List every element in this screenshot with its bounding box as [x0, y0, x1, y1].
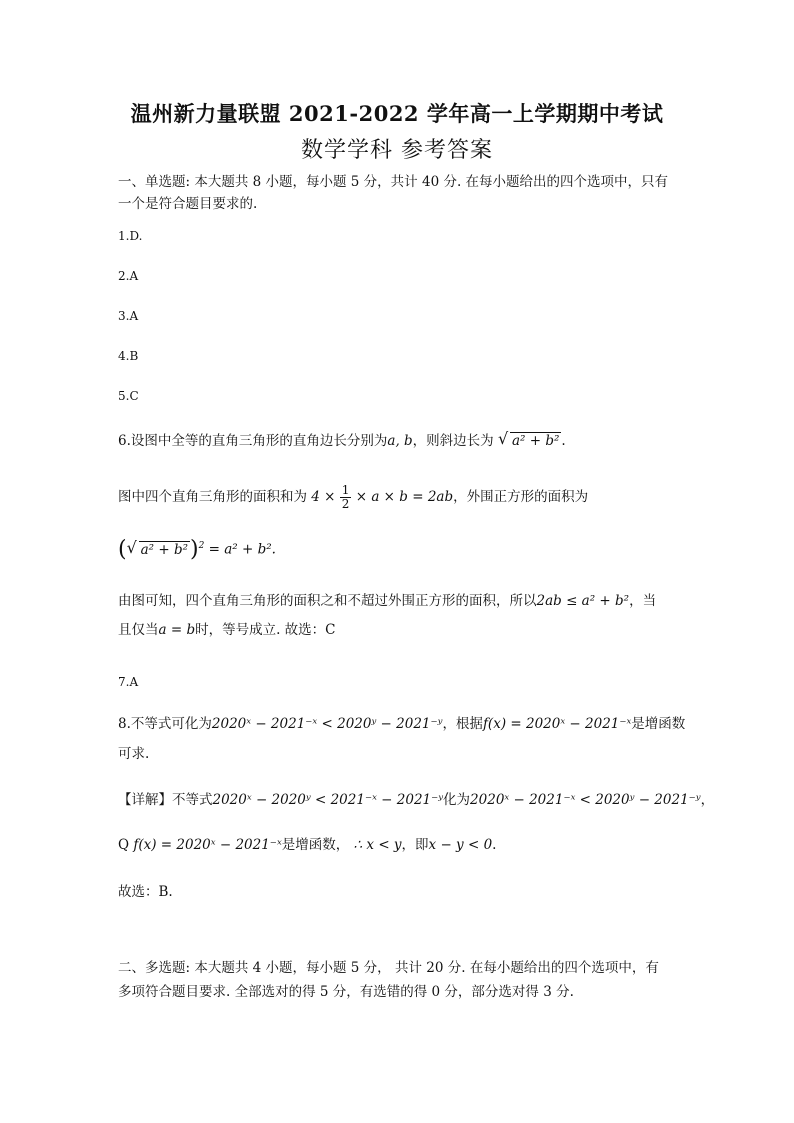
q8-line5: 故选：B.	[118, 884, 173, 900]
left-paren: (	[118, 537, 127, 562]
q6-line1	[118, 431, 566, 451]
answer-3: 3.A	[118, 309, 139, 323]
q8-line1	[118, 714, 685, 734]
fraction-numerator: 1	[341, 483, 350, 497]
q8-line1-mid: ，根据	[442, 716, 483, 732]
section1-intro-line2: 一个是符合题目要求的.	[118, 196, 258, 212]
answer-2: 2.A	[118, 269, 139, 283]
right-paren: )	[190, 537, 199, 562]
q8-therefore: ∴ x < y	[353, 837, 402, 853]
answer-1: 1.D.	[118, 229, 143, 243]
q8-line4-suffix: ，即	[401, 837, 429, 853]
q8-line1-suffix: 是增函数	[631, 716, 686, 732]
q6-line2	[118, 484, 588, 511]
q8-result: x − y < 0	[428, 837, 493, 853]
answer-4: 4.B	[118, 349, 139, 363]
q8-detail-ineq2: 2020ˣ − 2021⁻ˣ < 2020ʸ − 2021⁻ʸ	[470, 792, 701, 808]
section2-intro-line1: 二、多选题: 本大题共 4 小题，每小题 5 分， 共计 20 分. 在每小题给出的四个选项中，有	[118, 960, 659, 976]
q6-square-exponent: 2	[198, 541, 205, 551]
section2-intro-line2: 多项符合题目要求. 全部选对的得 5 分，有选错的得 0 分，部分选对得 3 分.	[118, 984, 574, 1000]
q8-detail-prefix: 【详解】不等式	[118, 792, 213, 808]
q6-line1-prefix: 6.设图中全等的直角三角形的直角边长分别为	[118, 433, 388, 449]
q6-line1-mid: ，则斜边长为	[412, 433, 494, 449]
q6-line2-suffix: ，外围正方形的面积为	[453, 489, 589, 505]
fraction-denominator: 2	[341, 497, 350, 511]
q6-line4	[118, 591, 656, 611]
q8-line1-prefix: 8.不等式可化为	[118, 716, 212, 732]
q6-line4-suffix: ，当	[629, 593, 657, 609]
q8-line2: 可求.	[118, 746, 150, 762]
q8-line4-end: .	[492, 837, 497, 853]
q6-fraction	[340, 484, 352, 511]
document-title: 温州新力量联盟 2021-2022 学年高一上学期期中考试	[130, 101, 664, 126]
q8-function: f(x) = 2020ˣ − 2021⁻ˣ	[482, 716, 632, 732]
q6-area-expr-a: 4 ×	[311, 489, 336, 505]
answer-5: 5.C	[118, 389, 139, 403]
q6-line5	[118, 620, 336, 640]
q6-area-expr-b: × a × b = 2ab	[355, 489, 454, 505]
answer-7: 7.A	[118, 675, 139, 689]
q6-equality: a = b	[158, 622, 196, 638]
q6-line5-suffix: 时，等号成立. 故选：C	[195, 622, 336, 638]
q8-line4-mid: 是增函数，	[281, 837, 350, 853]
q8-inequality: 2020ˣ − 2021⁻ˣ < 2020ʸ − 2021⁻ʸ	[211, 716, 443, 732]
q8-function-repeat: f(x) = 2020ˣ − 2021⁻ˣ	[133, 837, 282, 853]
q8-line3	[118, 790, 714, 810]
q6-square-radical: √ a² + b²	[126, 537, 189, 558]
q6-inequality: 2ab ≤ a² + b²	[536, 593, 630, 609]
section1-intro-line1: 一、单选题: 本大题共 8 小题，每小题 5 分，共计 40 分. 在每小题给出的四个选项中，只有	[118, 174, 669, 190]
q6-square-result: = a² + b².	[204, 541, 276, 558]
q6-line2-prefix: 图中四个直角三角形的面积和为	[118, 489, 307, 505]
q8-detail-mid: 化为	[443, 792, 471, 808]
q8-detail-ineq1: 2020ˣ − 2020ʸ < 2021⁻ˣ − 2021⁻ʸ	[212, 792, 444, 808]
q6-square-radicand: a² + b²	[140, 541, 189, 558]
q6-line3	[118, 536, 276, 560]
q6-legs: a, b	[387, 433, 413, 449]
q8-detail-end: ，	[700, 792, 715, 808]
q8-line4	[118, 835, 496, 855]
q6-line1-end: .	[561, 433, 566, 449]
document-subtitle: 数学学科 参考答案	[301, 138, 493, 163]
q6-line5-prefix: 且仅当	[118, 622, 159, 638]
q6-radicand: a² + b²	[511, 433, 560, 449]
q6-line4-prefix: 由图可知，四个直角三角形的面积之和不超过外围正方形的面积，所以	[118, 593, 537, 609]
q8-because-symbol: Q	[118, 837, 130, 853]
q6-hypotenuse-radical: √ a² + b²	[497, 429, 560, 449]
